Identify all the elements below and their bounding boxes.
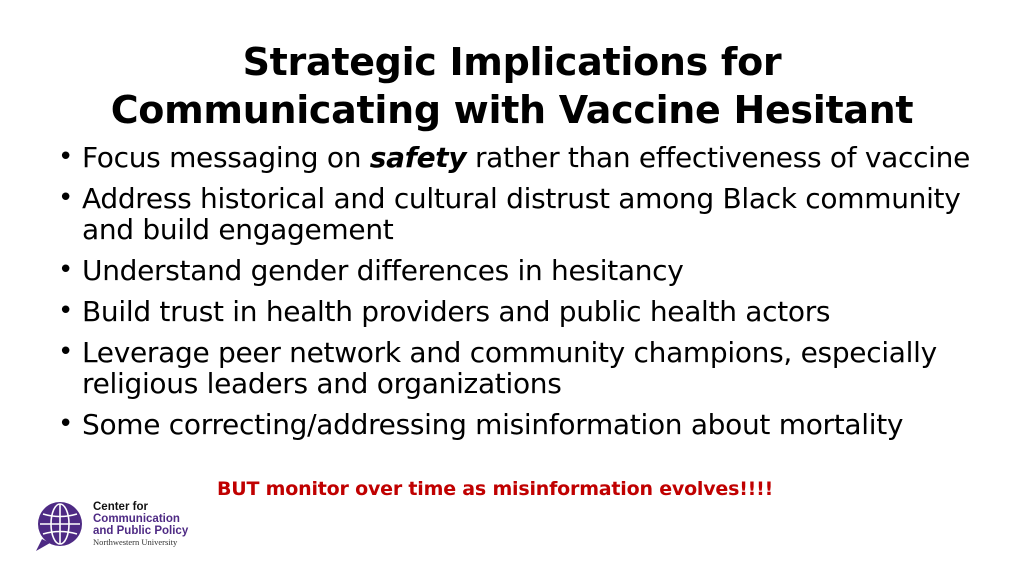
globe-speech-bubble-icon xyxy=(30,499,88,553)
bullet-item: • Leverage peer network and community champions, especially religious leaders and organizations xyxy=(58,337,1008,399)
bullet-item xyxy=(58,142,1008,173)
bullet-list xyxy=(58,142,1008,450)
bullet-item: • Some correcting/addressing misinformation about mortality xyxy=(58,409,1008,440)
logo-text xyxy=(93,501,188,548)
logo-line-2: Communication xyxy=(93,513,180,525)
logo-line-4: Northwestern University xyxy=(93,537,178,547)
bullet-text-post: rather than effectiveness of vaccine xyxy=(466,141,971,174)
bullet-item: • Address historical and cultural distrust among Black community and build engagement xyxy=(58,183,1008,245)
logo xyxy=(30,499,200,553)
emphasis-safety: safety xyxy=(369,141,467,174)
bullet-item: • Understand gender differences in hesitancy xyxy=(58,255,1008,286)
logo-line-3: and Public Policy xyxy=(93,525,189,537)
slide-title xyxy=(0,38,1024,134)
bullet-item: • Build trust in health providers and public health actors xyxy=(58,296,1008,327)
bullet-text-pre: Focus messaging on xyxy=(82,141,370,174)
caveat-note: BUT monitor over time as misinformation evolves!!!! xyxy=(217,478,774,500)
title-line-1: Strategic Implications for xyxy=(242,40,782,84)
logo-line-1: Center for xyxy=(93,501,148,513)
title-line-2: Communicating with Vaccine Hesitant xyxy=(110,88,914,132)
